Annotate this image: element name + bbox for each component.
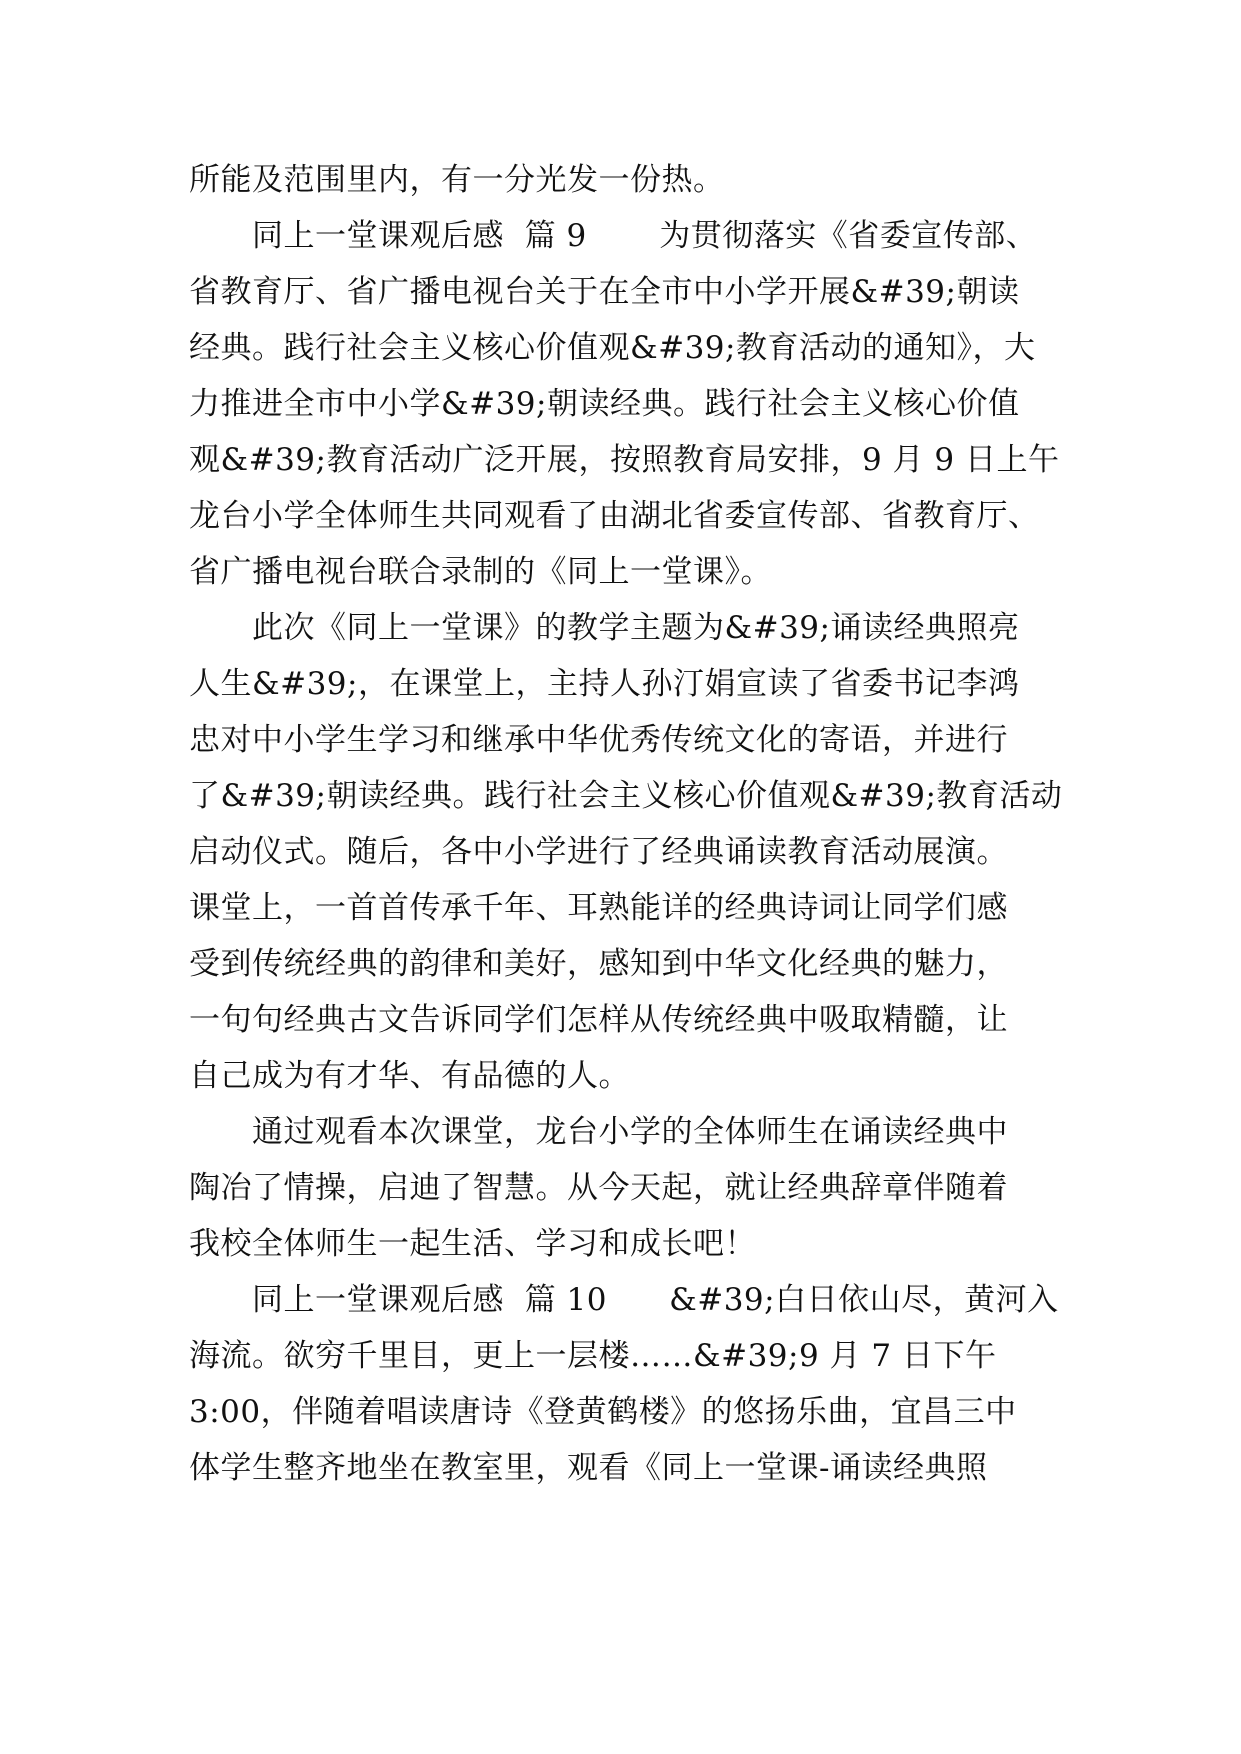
text-line: 课堂上，一首首传承千年、耳熟能详的经典诗词让同学们感 xyxy=(189,890,1008,926)
text-line: 经典。践行社会主义核心价值观&#39;教育活动的通知》，大 xyxy=(189,330,1036,366)
text-line: 陶冶了情操，启迪了智慧。从今天起，就让经典辞章伴随着 xyxy=(189,1170,1008,1206)
text-line: 体学生整齐地坐在教室里，观看《同上一堂课-诵读经典照 xyxy=(189,1450,988,1486)
text-line: 通过观看本次课堂，龙台小学的全体师生在诵读经典中 xyxy=(252,1114,1008,1150)
text-line: 同上一堂课观后感 篇 10 &#39;白日依山尽，黄河入 xyxy=(252,1282,1059,1318)
text-line: 海流。欲穷千里目，更上一层楼……&#39;9 月 7 日下午 xyxy=(189,1338,997,1374)
text-line: 同上一堂课观后感 篇 9 为贯彻落实《省委宣传部、 xyxy=(252,218,1038,254)
text-line: 人生&#39;，在课堂上，主持人孙汀娟宣读了省委书记李鸿 xyxy=(189,666,1020,702)
text-line: 此次《同上一堂课》的教学主题为&#39;诵读经典照亮 xyxy=(252,610,1020,646)
text-line: 启动仪式。随后，各中小学进行了经典诵读教育活动展演。 xyxy=(189,834,1008,870)
text-line: 3:00，伴随着唱读唐诗《登黄鹤楼》的悠扬乐曲，宜昌三中 xyxy=(189,1394,1017,1430)
text-line: 观&#39;教育活动广泛开展，按照教育局安排，9 月 9 日上午 xyxy=(189,442,1060,478)
text-line: 力推进全市中小学&#39;朝读经典。践行社会主义核心价值 xyxy=(189,386,1020,422)
text-line: 受到传统经典的韵律和美好，感知到中华文化经典的魅力， xyxy=(189,946,1008,982)
text-line: 省广播电视台联合录制的《同上一堂课》。 xyxy=(189,554,772,590)
text-line: 自己成为有才华、有品德的人。 xyxy=(189,1058,630,1094)
text-line: 一句句经典古文告诉同学们怎样从传统经典中吸取精髓，让 xyxy=(189,1002,1008,1038)
text-line: 我校全体师生一起生活、学习和成长吧！ xyxy=(189,1226,756,1262)
text-line: 省教育厅、省广播电视台关于在全市中小学开展&#39;朝读 xyxy=(189,274,1020,310)
text-line: 忠对中小学生学习和继承中华优秀传统文化的寄语，并进行 xyxy=(189,722,1008,758)
text-line: 了&#39;朝读经典。践行社会主义核心价值观&#39;教育活动 xyxy=(189,778,1063,814)
text-line: 龙台小学全体师生共同观看了由湖北省委宣传部、省教育厅、 xyxy=(189,498,1040,534)
text-line: 所能及范围里内，有一分光发一份热。 xyxy=(189,162,725,198)
